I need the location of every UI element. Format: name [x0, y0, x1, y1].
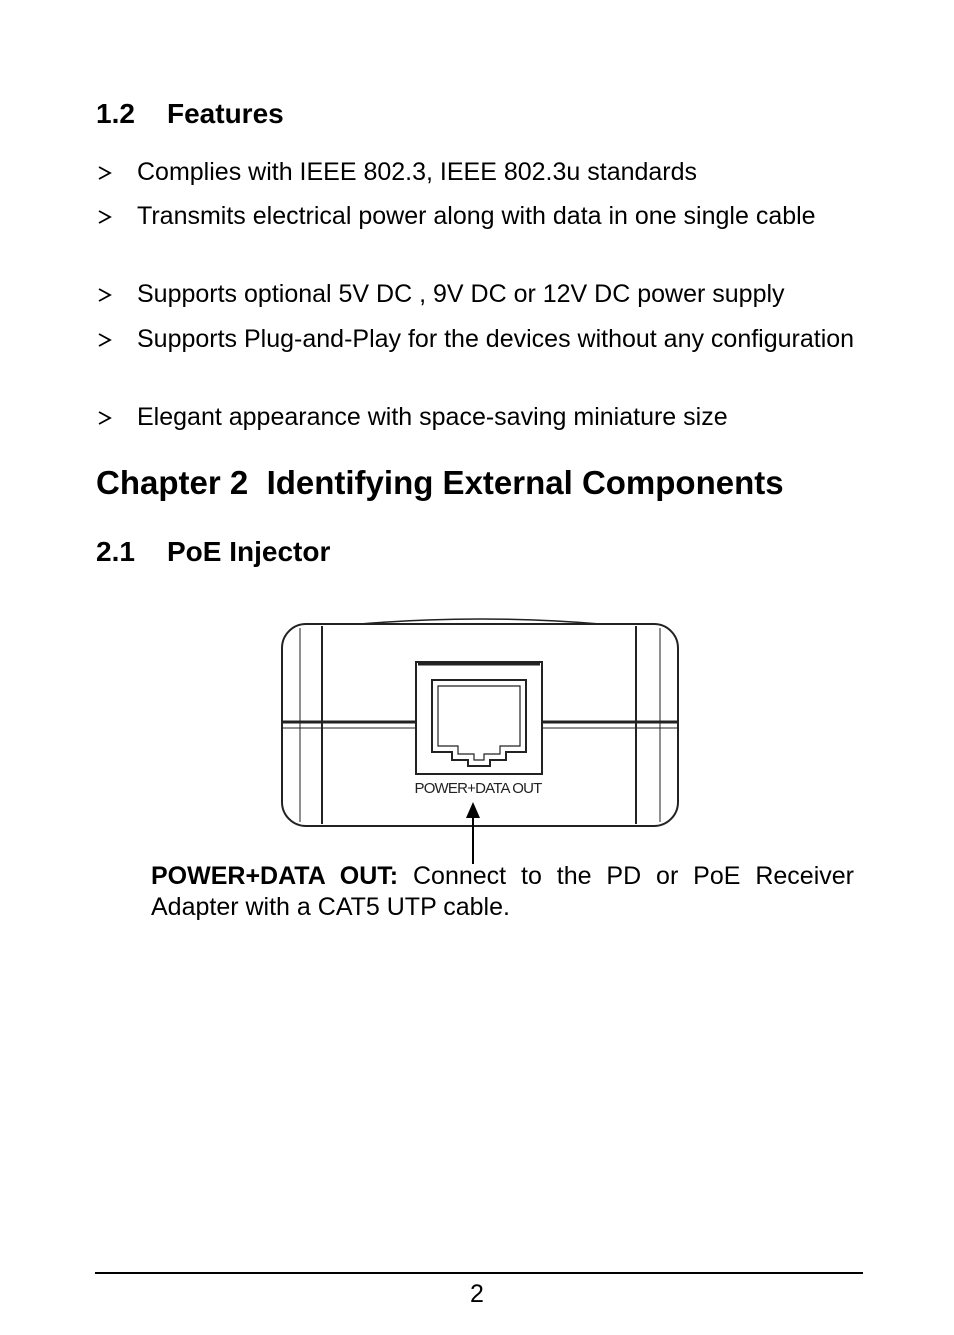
section-title: Features [167, 98, 284, 129]
caption-term: POWER+DATA OUT: [151, 862, 399, 890]
port-label: POWER+DATA OUT [414, 780, 542, 797]
page-number: 2 [470, 1280, 484, 1308]
poe-injector-diagram [270, 612, 690, 872]
caption-text: Connect to the PD or PoE Receiver Adapter with a CAT5 UTP cable. [151, 862, 854, 921]
section-heading-features [96, 98, 284, 130]
arrow-bullet-icon [96, 400, 116, 434]
arrow-bullet-icon [96, 277, 116, 311]
footer-divider [95, 1272, 863, 1274]
arrow-bullet-icon [96, 322, 116, 356]
section-title: PoE Injector [167, 536, 331, 567]
feature-text: Supports optional 5V DC , 9V DC or 12V DC power supply [137, 280, 785, 308]
section-heading-poe-injector [96, 536, 330, 568]
arrow-bullet-icon [96, 199, 116, 233]
feature-text: Supports Plug-and-Play for the devices without any configuration [137, 325, 855, 353]
chapter-label: Chapter 2 [96, 464, 249, 501]
feature-text: Elegant appearance with space-saving miniature size [137, 403, 728, 431]
figure-caption [151, 861, 854, 923]
feature-list [96, 155, 860, 445]
section-number: 1.2 [96, 98, 135, 129]
feature-text: Complies with IEEE 802.3, IEEE 802.3u standards [137, 158, 698, 186]
chapter-heading [96, 464, 784, 502]
chapter-title: Identifying External Components [266, 464, 784, 501]
section-number: 2.1 [96, 536, 135, 567]
feature-text: Transmits electrical power along with data in one single cable [137, 202, 816, 230]
arrow-up-icon [466, 802, 480, 818]
arrow-bullet-icon [96, 155, 116, 189]
